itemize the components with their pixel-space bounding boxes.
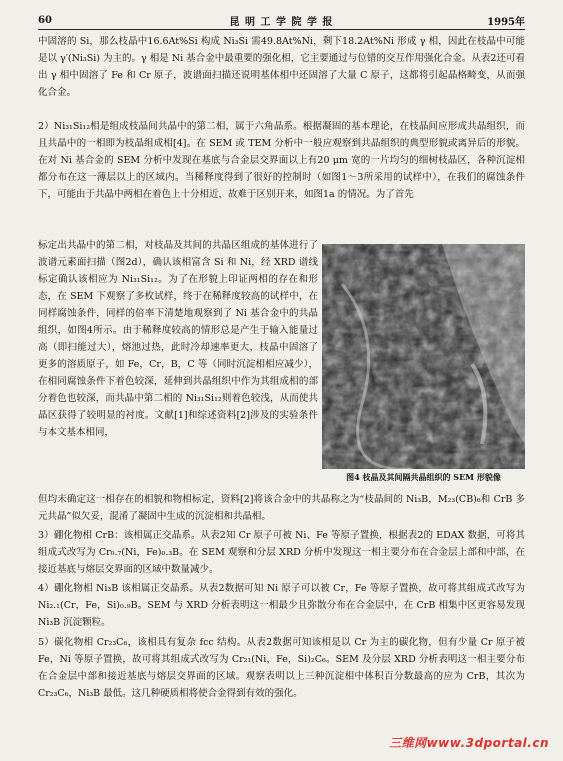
paragraph-ni31si12-wrapped: 标定出共晶中的第二相，对枝晶及其间的共晶区组成的基体进行了波谱元素面扫描（图2d），确认该相富含 Si 和 Ni，经 XRD 谱线标定确认该相应为 Ni₃₁Si₁₂。为了在形貌上印证两相的存在和形态，在 SEM 下观察了多枚试样，终于在稀释度较高的试样中，在同样腐蚀条件，同样的倍率下清楚地观察到了 Ni 基合金中的共晶组织，如图4所示。由于稀释度较高的情形总是产生于输入能量过高（即扫能过大），熔池过热，此时冷却速率更大，枝晶中固溶了更多的溶质原子，如 Fe，Cr，B，C 等（同时沉淀相相应减少），在相同腐蚀条件下着色较深，延伸到共晶组织中作为其组成相的部分着色也较深，而共晶中第二相的 Ni₃₁Si₁₂则着色较浅，从而使共晶区获得了较明显的衬度。文献[1]和综述资料[2]涉及的实验条件与本文基本相同， [38,240,318,438]
paragraph-ni3b-phase: 4）硼化物相 Ni₃B 该相属正交晶系。从表2数据可知 Ni 原子可以被 Cr，Fe 等原子置换，故可将其组成式改写为 Ni₂.₁(Cr，Fe，Si)₀.₉B。SEM 与 XRD 分析表明这一相最少且弥散分布在合金层中，在 CrB 相集中区更容易发现 Ni₃B 沉淀颗粒。 [38,583,525,628]
issue-year: 1995年 [487,16,525,28]
header-rule [38,29,525,30]
sem-micrograph [322,244,525,469]
paragraph-gamma-phase: 中固溶的 Si，那么枝晶中16.6At%Si 构成 Ni₃Si 需49.8At%Ni，剩下18.2At%Ni 形成 γ 相，因此在枝晶中可能是以 γ′(Ni₃Si) 为主的。γ 相是 Ni 基合金中最重要的强化相，它主要通过与位错的交互作用强化合金。从表2还可看出 γ 相中固溶了 Fe 和 Cr 原子，波谱面扫描还说明基体相中还固溶了大量 C 原子，这都将引起晶格畸变，从而强化合金。 [38,36,525,98]
page-header [38,12,525,28]
paragraph-cr23c6-phase: 5）碳化物相 Cr₂₃C₆，该相具有复杂 fcc 结构。从表2数据可知该相是以 Cr 为主的碳化物，但有少量 Cr 原子被 Fe，Ni 等原子置换，故可将其组成式改写为 Cr₂₁(Ni，Fe，Si)₂C₆。SEM 及分层 XRD 分析表明这一相主要分布在合金层中部和接近基底与熔层交界面的区域。观察表明以上三种沉淀相中体积百分数最高的应为 CrB，其次为 Cr₂₃C₆，Ni₃B 最低。这几种硬质相将使合金得到有效的强化。 [38,637,525,699]
page-number: 60 [38,14,52,26]
site-watermark: 三维网www.3dportal.cn [389,736,549,750]
paragraph-ni31si12-intro: 2）Ni₃₁Si₁₂相是组成枝晶间共晶中的第二相，属于六角晶系。根据凝固的基本理论，在枝晶间应形成共晶组织，而且共晶中的一相即为枝晶组成相[4]。在 SEM 或 TEM 分析中一般应观察到共晶组织的典型形貌或离异后的形貌。在对 Ni 基合金的 SEM 分析中发现在基底与合金层交界面以上有20 μm 宽的一片均匀的细树枝晶区，各种沉淀相都分布在这一薄层以上的区域内。当稀释度得到了很好的控制时（如图1～3所采用的试样中），在我们的腐蚀条件下，可能由于共晶中两相在着色上十分相近，故难于区别开来，如图1a 的情况。为了首先 [38,121,525,200]
micrograph-texture [322,244,525,469]
paragraph-crb-phase: 3）硼化物相 CrB：该相属正交晶系。从表2知 Cr 原子可被 Ni、Fe 等原子置换，根据表2的 EDAX 数据，可将其组成式改写为 Cr₀.₇(Ni，Fe)₀.₃B。在 SEM 观察和分层 XRD 分析中发现这一相主要分布在合金层上部和中部，在接近基底与熔层交界面的区域中数量减少。 [38,530,525,575]
figure-caption: 图4 枝晶及其间隔共晶组织的 SEM 形貌像 [346,472,501,482]
paragraph-ni31si12-end: 但均未确定这一相存在的相貌和物相标定，资料[2]将该合金中的共晶称之为“枝晶间的 Ni₃B，M₂₃(CB)₆和 CrB 多元共晶”似欠妥，混淆了凝固中生成的沉淀相和共晶相。 [38,494,525,522]
journal-title: 昆 明 工 学 院 学 报 [229,16,334,28]
